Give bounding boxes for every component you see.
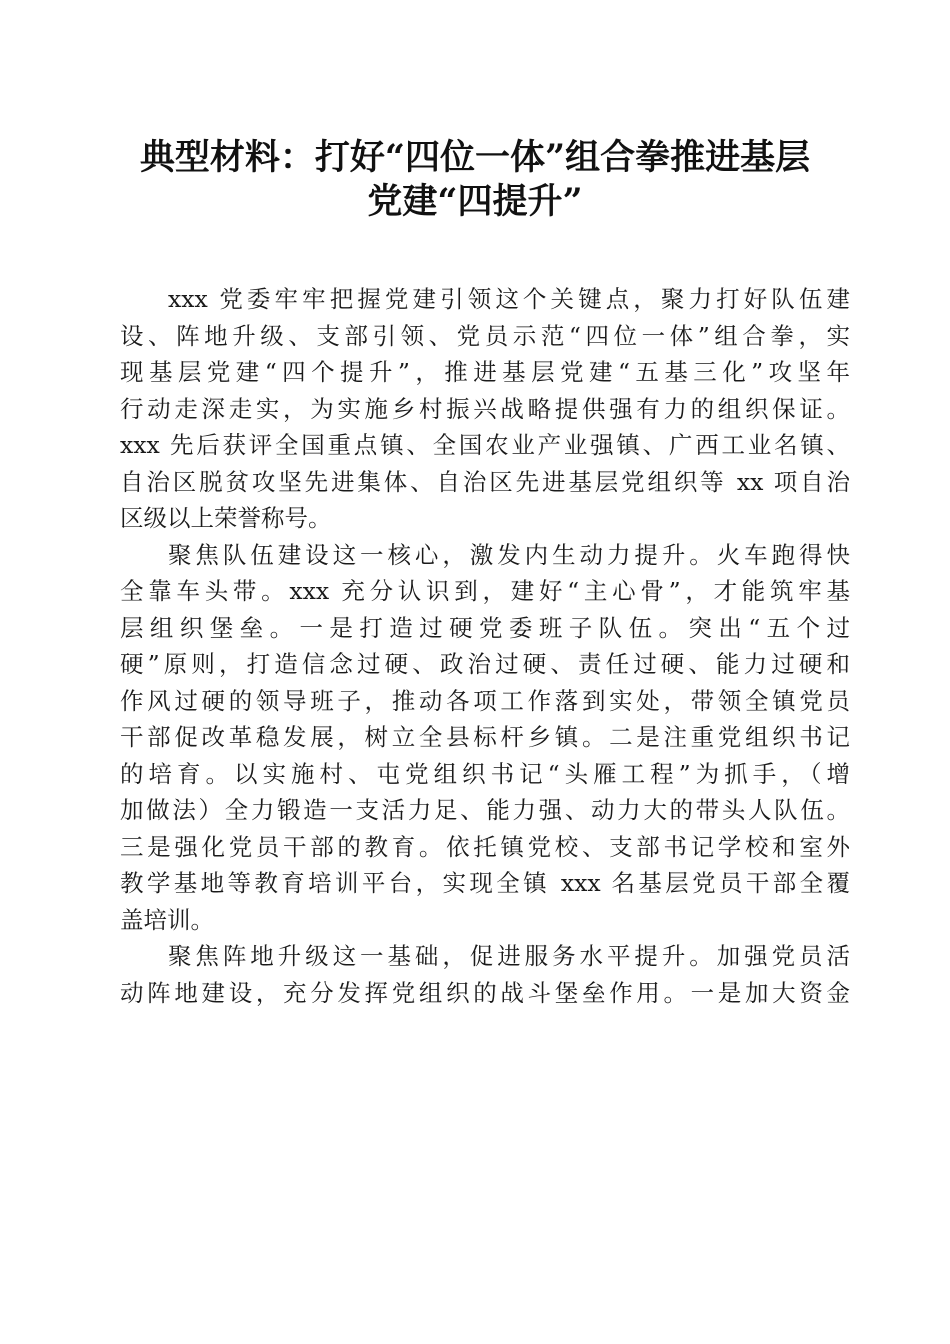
text-line: 盖培训。 xyxy=(120,905,214,934)
text-line: 动阵地建设，充分发挥党组织的战斗堡垒作用。一是加大资金 xyxy=(120,978,850,1007)
paragraph-intro xyxy=(120,281,850,537)
title-line-2: 党建“四提升” xyxy=(367,181,583,222)
text-line: 的培育。以实施村、屯党组织书记“头雁工程”为抓手，（增 xyxy=(120,759,850,788)
text-line: 聚焦队伍建设这一核心，激发内生动力提升。火车跑得快 xyxy=(168,540,850,569)
text-line: 加做法）全力锻造一支活力足、能力强、动力大的带头人队伍。 xyxy=(120,796,850,824)
text-line: 行动走深走实，为实施乡村振兴战略提供强有力的组织保证。 xyxy=(120,394,850,423)
text-line: 硬”原则，打造信念过硬、政治过硬、责任过硬、能力过硬和 xyxy=(120,650,850,678)
text-line: 现基层党建“四个提升”，推进基层党建“五基三化”攻坚年 xyxy=(120,358,850,386)
title-line-1: 典型材料：打好“四位一体”组合拳推进基层 xyxy=(139,137,811,178)
paragraph-position-upgrade xyxy=(120,938,850,1011)
text-line: 三是强化党员干部的教育。依托镇党校、支部书记学校和室外 xyxy=(120,832,850,861)
text-line: 自治区脱贫攻坚先进集体、自治区先进基层党组织等 xx 项自治 xyxy=(120,467,850,496)
text-line: 作风过硬的领导班子，推动各项工作落到实处，带领全镇党员 xyxy=(120,686,850,715)
paragraph-team-building xyxy=(120,537,850,939)
text-line: 区级以上荣誉称号。 xyxy=(120,504,332,532)
text-line: 全靠车头带。xxx 充分认识到，建好“主心骨”，才能筑牢基 xyxy=(120,577,850,605)
document-body xyxy=(120,281,850,1011)
text-line: 设、阵地升级、支部引领、党员示范“四位一体”组合拳，实 xyxy=(120,321,850,350)
text-line: 教学基地等教育培训平台，实现全镇 xxx 名基层党员干部全覆 xyxy=(120,869,850,897)
text-line: 聚焦阵地升级这一基础，促进服务水平提升。加强党员活 xyxy=(168,942,850,970)
text-line: xxx 先后获评全国重点镇、全国农业产业强镇、广西工业名镇、 xyxy=(120,431,850,459)
text-line: 层组织堡垒。一是打造过硬党委班子队伍。突出“五个过 xyxy=(120,613,850,642)
document-title xyxy=(100,136,850,224)
text-line: 干部促改革稳发展，树立全县标杆乡镇。二是注重党组织书记 xyxy=(120,723,850,751)
text-line: xxx 党委牢牢把握党建引领这个关键点，聚力打好队伍建 xyxy=(168,285,850,313)
